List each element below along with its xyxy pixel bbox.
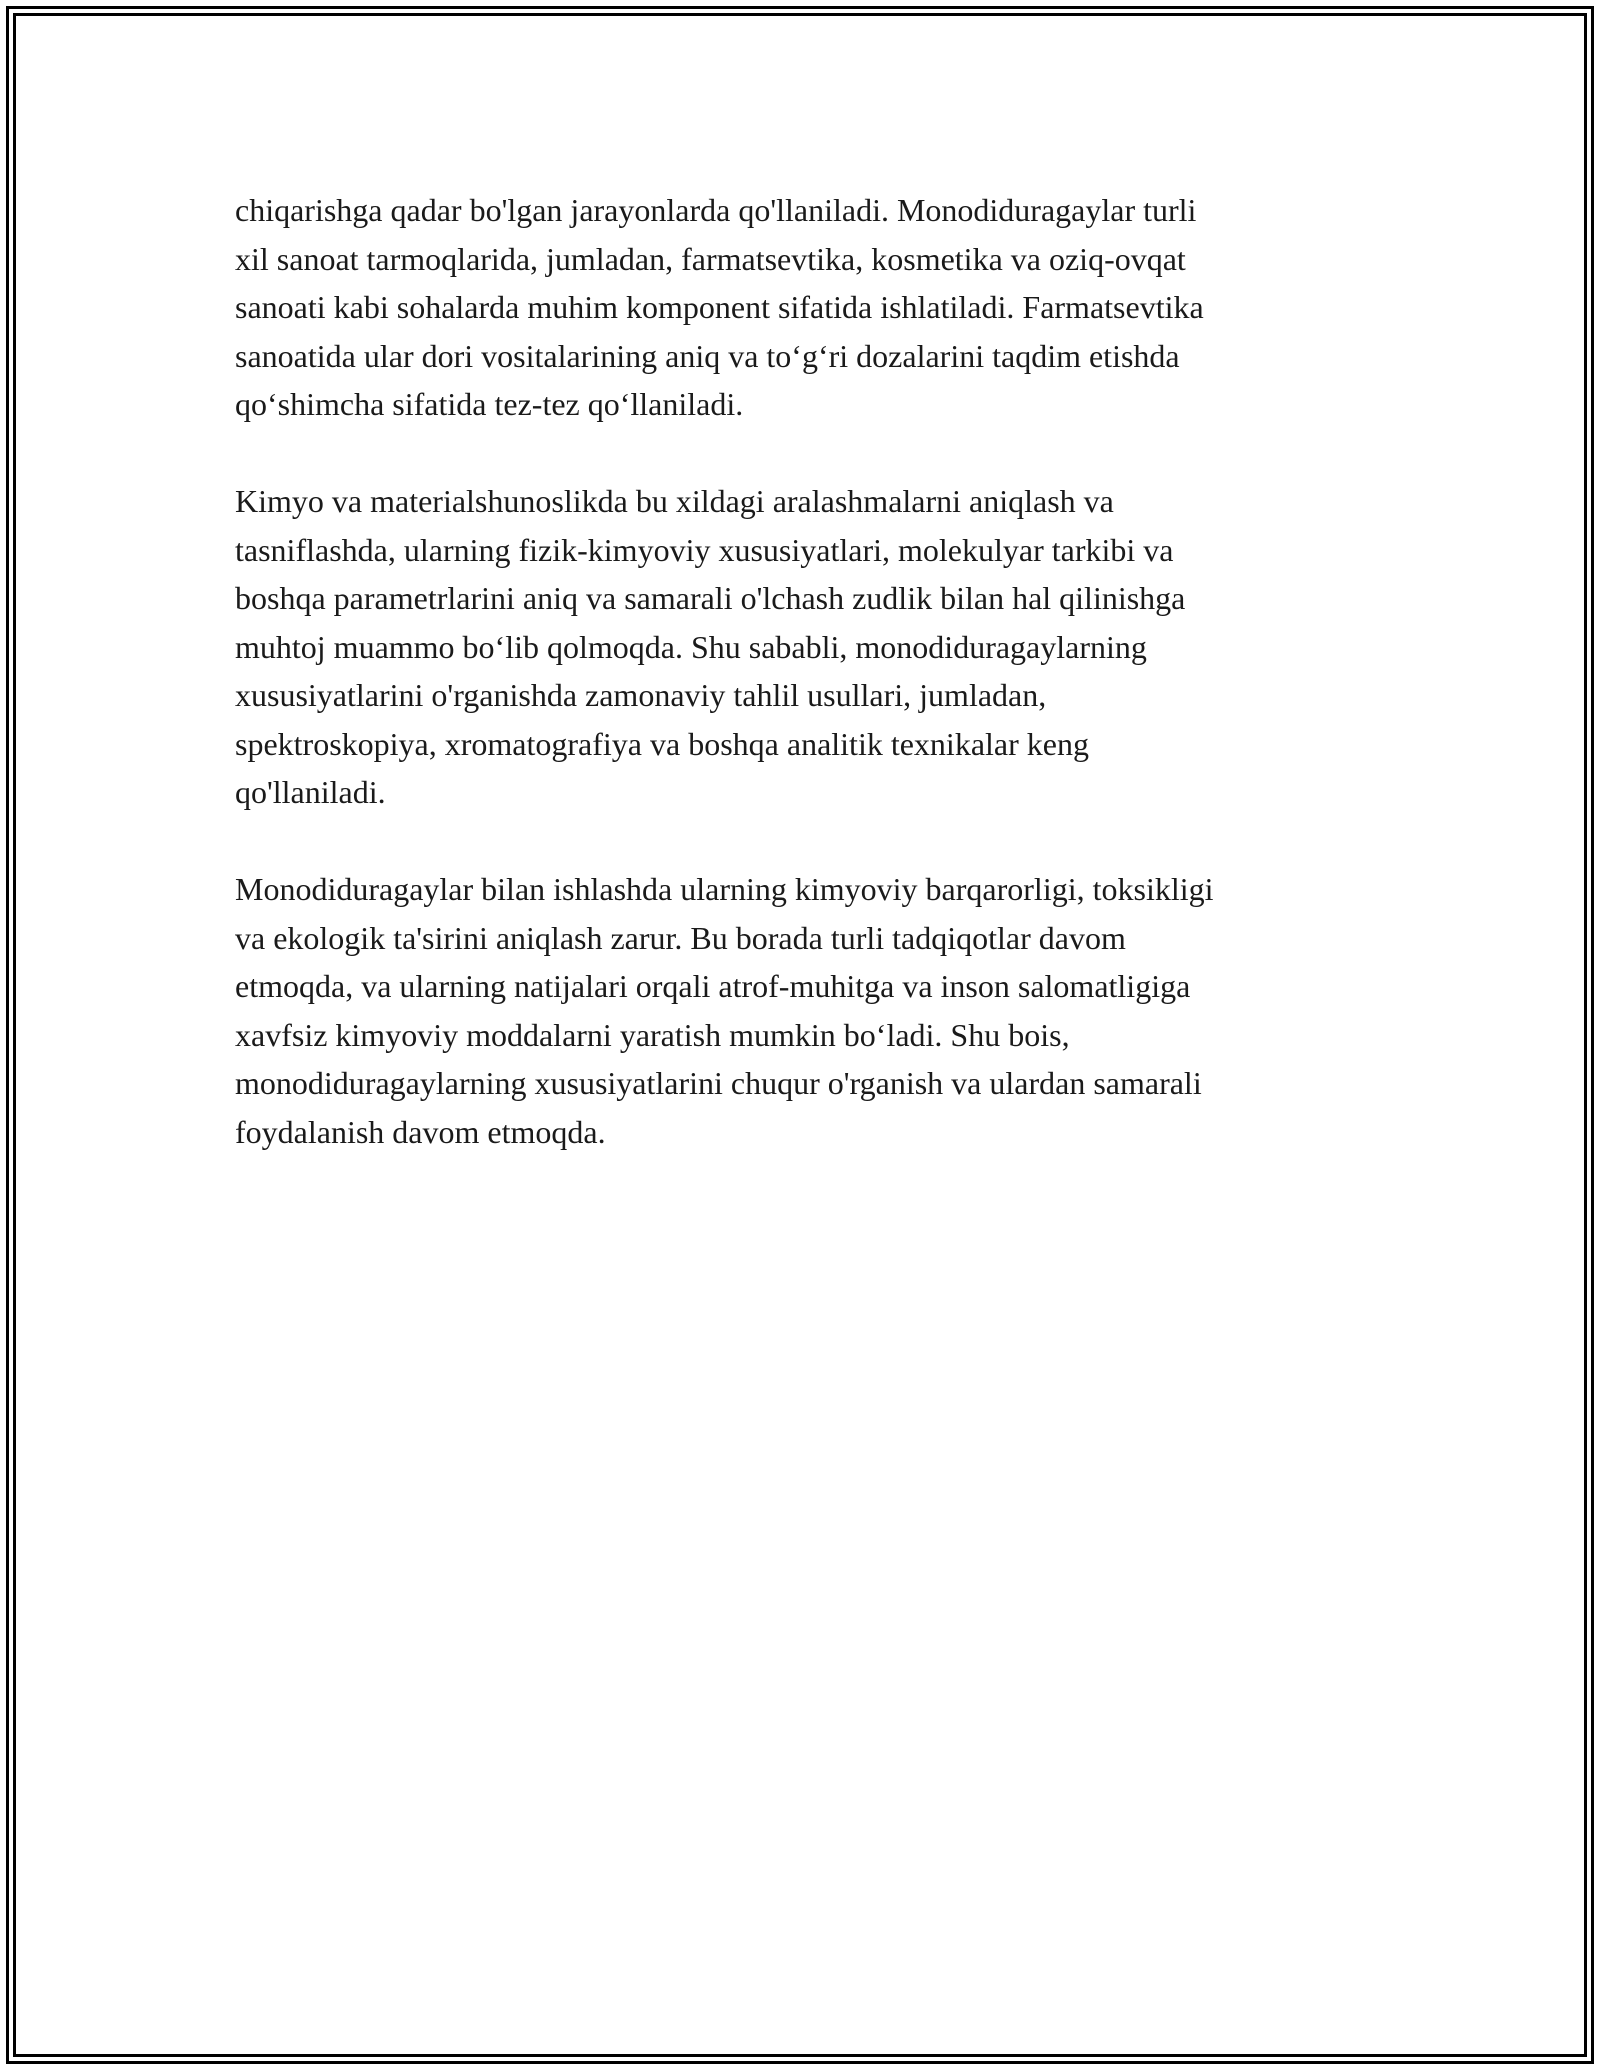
document-body	[235, 186, 1365, 1205]
paragraph-line: muhtoj muammo bo‘lib qolmoqda. Shu sababli, monodiduragaylarning	[235, 628, 1147, 665]
paragraph-line: spektroskopiya, xromatografiya va boshqa analitik texnikalar keng	[235, 725, 1089, 762]
paragraph-line: sanoatida ular dori vositalarining aniq va to‘g‘ri dozalarini taqdim etishda	[235, 337, 1180, 374]
paragraph-line: etmoqda, va ularning natijalari orqali atrof-muhitga va inson salomatligiga	[235, 968, 1191, 1004]
paragraph-line: qo‘shimcha sifatida tez-tez qo‘llaniladi.	[235, 386, 744, 422]
paragraph-line: tasniflashda, ularning fizik-kimyoviy xususiyatlari, molekulyar tarkibi va	[235, 531, 1174, 568]
paragraph-line: boshqa parametrlarini aniq va samarali o'lchash zudlik bilan hal qilinishga	[235, 580, 1186, 616]
paragraph-line: monodiduragaylarning xususiyatlarini chuqur o'rganish va ulardan samarali	[235, 1065, 1202, 1101]
paragraph-line: Kimyo va materialshunoslikda bu xildagi aralashmalarni aniqlash va	[235, 483, 1114, 519]
paragraph-line: foydalanish davom etmoqda.	[235, 1113, 606, 1150]
paragraph-line: chiqarishga qadar bo'lgan jarayonlarda qo'llaniladi. Monodiduragaylar turli	[235, 192, 1197, 228]
paragraph-2	[235, 477, 1365, 817]
paragraph-line: qo'llaniladi.	[235, 774, 386, 810]
paragraph-line: xususiyatlarini o'rganishda zamonaviy tahlil usullari, jumladan,	[235, 677, 1047, 713]
paragraph-1	[235, 186, 1365, 429]
paragraph-3	[235, 865, 1365, 1156]
paragraph-line: xavfsiz kimyoviy moddalarni yaratish mumkin bo‘ladi. Shu bois,	[235, 1016, 1070, 1053]
paragraph-line: xil sanoat tarmoqlarida, jumladan, farmatsevtika, kosmetika va oziq-ovqat	[235, 240, 1186, 277]
paragraph-line: va ekologik ta'sirini aniqlash zarur. Bu borada turli tadqiqotlar davom	[235, 919, 1126, 956]
paragraph-line: sanoati kabi sohalarda muhim komponent sifatida ishlatiladi. Farmatsevtika	[235, 289, 1204, 325]
paragraph-line: Monodiduragaylar bilan ishlashda ularning kimyoviy barqarorligi, toksikligi	[235, 871, 1214, 907]
